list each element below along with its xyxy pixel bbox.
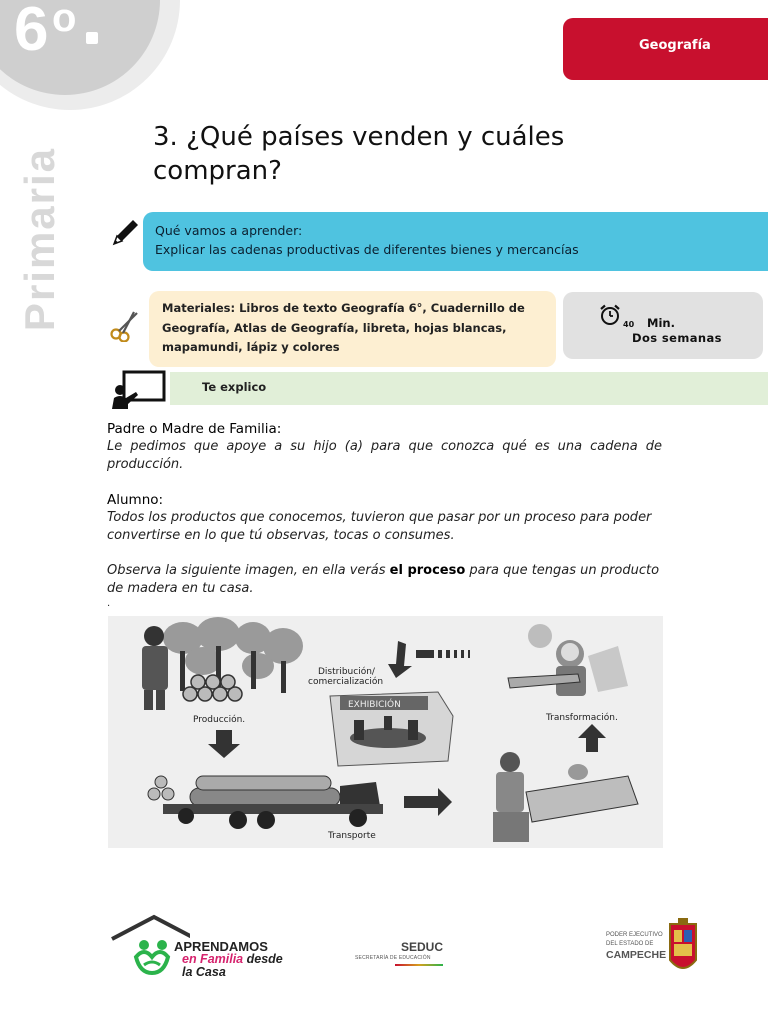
seduc-logo [355,938,447,970]
parents-section [107,420,662,474]
pencil-icon [108,216,142,254]
grade-dot [86,32,98,44]
subject-tab: Geografía [563,18,768,80]
page-title: 3. ¿Qué países venden y cuáles compran? [153,122,565,186]
seduc-stripe [395,964,443,966]
student-section [107,491,662,545]
observe-dot: . [107,598,111,609]
label-produccion: Producción. [193,715,246,725]
campeche-text-logo [606,928,666,968]
grade-number: 6 [14,0,51,64]
alarm-clock-icon [599,304,621,326]
campeche-shield-icon [666,916,700,980]
explico-bar: Te explico [170,372,768,405]
parents-heading: Padre o Madre de Familia: [107,421,282,437]
footer-seduc: SEDUC [401,940,444,954]
observe-text-bold: el proceso [389,563,466,578]
learning-label: Qué vamos a aprender: [155,223,303,238]
scissors-icon [108,308,142,346]
label-distribucion: Distribución/ [318,667,375,677]
label-transporte: Transporte [328,831,376,841]
observe-text-before: Observa la siguiente imagen, en ella verás [107,563,390,578]
label-transformacion: Transformación. [546,713,618,723]
footer-seduc-sub: SECRETARÍA DE EDUCACIÓN [355,955,431,961]
label-sign: EXHIBICIÓN [348,700,401,710]
observe-text-after: para que tengas un producto de madera en tu casa. [107,563,660,596]
aprendamos-logo [110,913,300,983]
footer-la-casa: la Casa [182,965,226,979]
time-duration: Dos semanas [632,331,722,345]
observe-paragraph [107,562,662,610]
materials-box: Materiales: Libros de texto Geografía 6°, Cuadernillo de Geografía, Atlas de Geografía, libreta, hojas blancas, mapamundi, lápiz y colores [149,291,556,367]
label-comercializacion: comercialización [308,677,384,687]
teacher-board-icon [110,368,168,414]
grade-suffix: o [52,0,77,40]
learning-text: Explicar las cadenas productivas de diferentes bienes y mercancías [155,242,579,257]
level-label: Primaria [16,146,63,332]
student-text: Todos los productos que conocemos, tuvieron que pasar por un proceso para poder convertirse en lo que tú observas, tocas o consumes. [107,510,652,543]
footer-en-familia: en Familia [182,952,244,966]
production-chain-diagram [108,616,663,848]
footer-desde: desde [243,952,283,966]
time-minutes: 40 [623,320,635,329]
parents-text: Le pedimos que apoye a su hijo (a) para que conozca qué es una cadena de producción. [107,439,662,472]
footer-poder: PODER EJECUTIVO [606,932,663,938]
footer-del-estado: DEL ESTADO DE [606,941,654,947]
student-heading: Alumno: [107,492,164,508]
footer-aprendamos: APRENDAMOS [174,939,268,954]
time-unit: Min. [647,316,675,330]
learning-objective [143,212,768,271]
time-box [563,292,763,359]
footer-campeche: CAMPECHE [606,949,667,961]
